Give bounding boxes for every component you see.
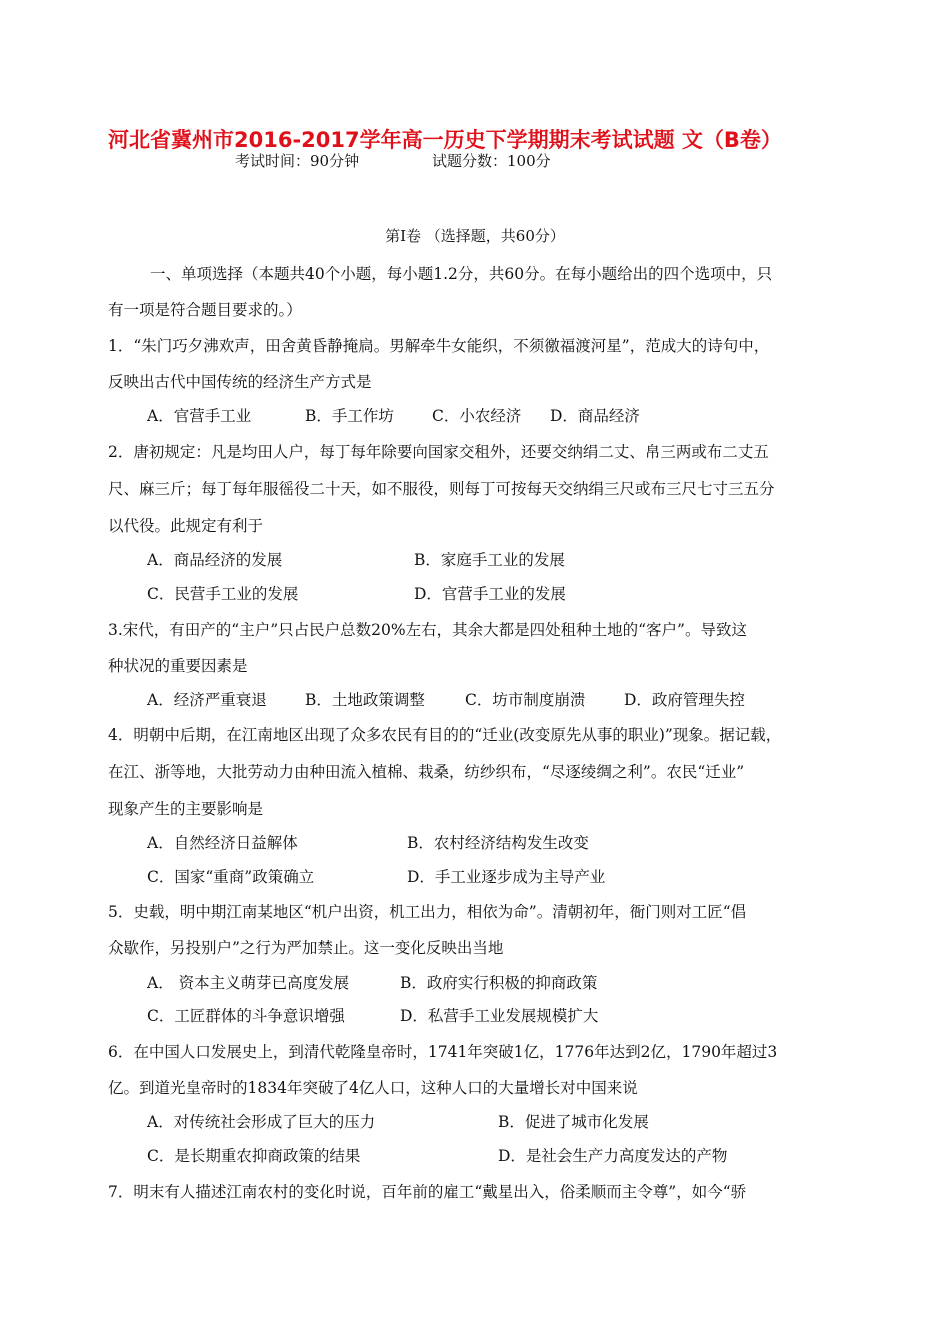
question-1-option-d: D．商品经济 bbox=[550, 407, 640, 425]
question-6-option-c: C．是长期重农抑商政策的结果 bbox=[147, 1147, 361, 1165]
question-1-option-a: A．官营手工业 bbox=[147, 407, 252, 425]
question-4-text: 4．明朝中后期，在江南地区出现了众多农民有目的的“迁业(改变原先从事的职业)”现象。据记载， bbox=[108, 726, 782, 744]
question-5-text: 5．史载，明中期江南某地区“机户出资，机工出力，相依为命”。清朝初年，衙门则对工匠“倡 bbox=[108, 903, 747, 921]
question-4-text: 现象产生的主要影响是 bbox=[108, 800, 264, 818]
question-5-option-b: B．政府实行积极的抑商政策 bbox=[400, 974, 598, 992]
question-3-text: 种状况的重要因素是 bbox=[108, 657, 248, 675]
question-2-text: 尺、麻三斤；每丁每年服徭役二十天，如不服役，则每丁可按每天交纳绢三尺或布三尺七寸三五分 bbox=[108, 480, 775, 498]
instruction-line: 一、单项选择（本题共40个小题，每小题1.2分，共60分。在每小题给出的四个选项中，只 bbox=[150, 265, 773, 283]
question-2-option-a: A．商品经济的发展 bbox=[147, 551, 283, 569]
question-5-option-c: C．工匠群体的斗争意识增强 bbox=[147, 1007, 345, 1025]
question-1-text: 反映出古代中国传统的经济生产方式是 bbox=[108, 373, 372, 391]
question-4-option-b: B．农村经济结构发生改变 bbox=[407, 834, 589, 852]
question-2-text: 以代役。此规定有利于 bbox=[108, 517, 264, 535]
question-3-option-b: B．土地政策调整 bbox=[305, 691, 425, 709]
question-5-option-a: A． 资本主义萌芽已高度发展 bbox=[147, 974, 350, 992]
exam-time: 考试时间：90分钟 bbox=[235, 152, 360, 170]
question-6-text: 6．在中国人口发展史上，到清代乾隆皇帝时，1741年突破1亿，1776年达到2亿，1790年超过3 bbox=[108, 1043, 778, 1061]
question-2-text: 2．唐初规定：凡是均田人户，每丁每年除要向国家交租外，还要交纳绢二丈、帛三两或布二丈五 bbox=[108, 443, 769, 461]
question-1-text: 1．“朱门巧夕沸欢声，田舍黄昏静掩扃。男解牵牛女能织，不须徼福渡河星”，范成大的诗句中， bbox=[108, 337, 770, 355]
question-6-option-d: D．是社会生产力高度发达的产物 bbox=[498, 1147, 728, 1165]
question-2-option-c: C．民营手工业的发展 bbox=[147, 585, 299, 603]
question-5-text: 众歇作，另投别户”之行为严加禁止。这一变化反映出当地 bbox=[108, 939, 504, 957]
question-7-text: 7．明末有人描述江南农村的变化时说，百年前的雇工“戴星出入，俗柔顺而主令尊”，如今“骄 bbox=[108, 1183, 747, 1201]
question-1-option-b: B．手工作坊 bbox=[305, 407, 394, 425]
question-3-option-d: D．政府管理失控 bbox=[624, 691, 745, 709]
exam-title: 河北省冀州市2016-2017学年高一历史下学期期末考试试题 文（B卷） bbox=[108, 128, 782, 152]
question-5-option-d: D．私营手工业发展规模扩大 bbox=[400, 1007, 599, 1025]
instruction-line: 有一项是符合题目要求的。） bbox=[108, 301, 302, 319]
exam-score: 试题分数：100分 bbox=[432, 152, 551, 170]
question-4-option-d: D．手工业逐步成为主导产业 bbox=[407, 868, 606, 886]
section-title: 第Ⅰ卷 （选择题，共60分） bbox=[385, 227, 565, 245]
question-1-option-c: C．小农经济 bbox=[432, 407, 522, 425]
question-6-text: 亿。到道光皇帝时的1834年突破了4亿人口，这种人口的大量增长对中国来说 bbox=[108, 1079, 638, 1097]
question-6-option-a: A．对传统社会形成了巨大的压力 bbox=[147, 1113, 376, 1131]
question-4-text: 在江、浙等地，大批劳动力由种田流入植棉、栽桑，纺纱织布，“尽逐绫绸之利”。农民“迁业” bbox=[108, 763, 745, 781]
question-6-option-b: B．促进了城市化发展 bbox=[498, 1113, 649, 1131]
question-4-option-a: A．自然经济日益解体 bbox=[147, 834, 298, 852]
question-2-option-d: D．官营手工业的发展 bbox=[414, 585, 566, 603]
question-2-option-b: B．家庭手工业的发展 bbox=[414, 551, 565, 569]
question-3-option-a: A．经济严重衰退 bbox=[147, 691, 267, 709]
question-4-option-c: C．国家“重商”政策确立 bbox=[147, 868, 315, 886]
question-3-text: 3.宋代，有田产的“主户”只占民户总数20%左右，其余大都是四处租种土地的“客户”。导致这 bbox=[108, 621, 747, 639]
question-3-option-c: C．坊市制度崩溃 bbox=[465, 691, 586, 709]
